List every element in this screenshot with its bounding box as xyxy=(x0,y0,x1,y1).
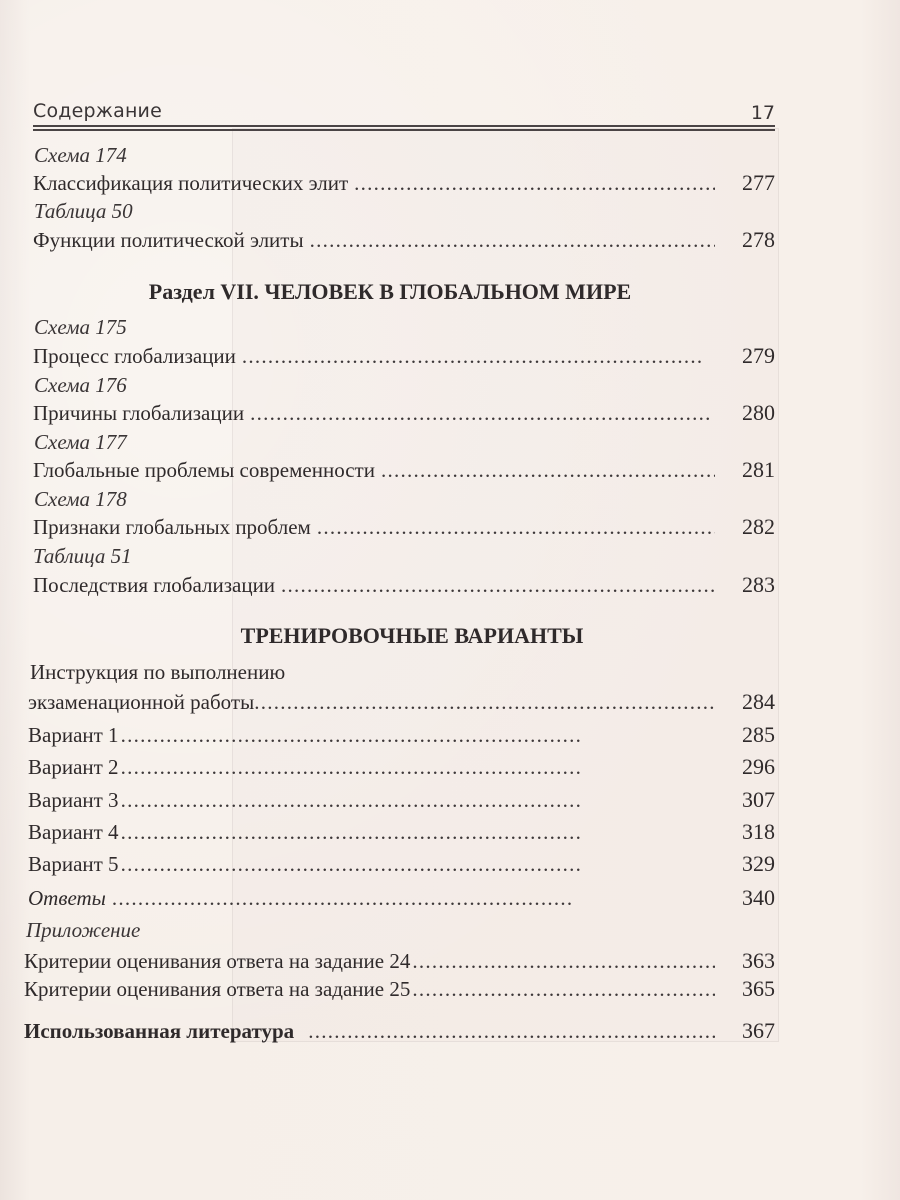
dot-leader xyxy=(121,788,715,813)
toc-entry[interactable] xyxy=(28,754,775,782)
toc-entry[interactable] xyxy=(33,170,775,198)
toc-entry[interactable] xyxy=(24,976,775,1004)
toc-entry[interactable] xyxy=(33,514,775,542)
toc-entry-page: 318 xyxy=(742,819,775,844)
dot-leader xyxy=(412,977,715,1002)
toc-entry-title: Критерии оценивания ответа на задание 25 xyxy=(24,977,411,1001)
toc-label: Схема 176 xyxy=(34,373,127,397)
toc-entry-page: 277 xyxy=(742,170,775,195)
toc-entry[interactable] xyxy=(33,572,775,600)
dot-leader xyxy=(354,171,715,196)
toc-entry[interactable] xyxy=(28,722,775,750)
toc-entry[interactable] xyxy=(33,343,775,371)
toc-entry-title: Ответы xyxy=(28,886,106,910)
section-heading: Раздел VII. ЧЕЛОВЕК В ГЛОБАЛЬНОМ МИРЕ xyxy=(148,279,632,304)
toc-entry-page: 340 xyxy=(742,885,775,910)
toc-entry-page: 307 xyxy=(742,787,775,812)
toc-entry[interactable] xyxy=(28,689,775,717)
toc-entry-title: Вариант 2 xyxy=(28,755,119,779)
toc-entry-page: 365 xyxy=(742,976,775,1001)
dot-leader xyxy=(412,949,715,974)
toc-entry-title: Вариант 3 xyxy=(28,788,119,812)
toc-label: Таблица 50 xyxy=(34,199,133,223)
toc-entry[interactable] xyxy=(24,948,775,976)
toc-entry-title: Вариант 1 xyxy=(28,723,119,747)
toc-entry[interactable] xyxy=(24,1018,775,1046)
toc-entry-page: 280 xyxy=(742,400,775,425)
toc-entry-title: Вариант 5 xyxy=(28,852,119,876)
dot-leader xyxy=(242,344,715,369)
section-heading: ТРЕНИРОВОЧНЫЕ ВАРИАНТЫ xyxy=(240,623,584,648)
toc-label: Схема 175 xyxy=(34,315,127,339)
toc-entry-page: 329 xyxy=(742,851,775,876)
toc-entry-title: Классификация политических элит xyxy=(33,171,349,195)
toc-entry[interactable] xyxy=(28,885,775,913)
toc-entry-title: Использованная литература xyxy=(24,1019,295,1043)
toc-entry-title: Критерии оценивания ответа на задание 24 xyxy=(24,949,411,973)
toc-entry-title: Вариант 4 xyxy=(28,820,119,844)
toc-entry-title: экзаменационной работы xyxy=(28,690,255,714)
toc-label: Схема 177 xyxy=(34,430,127,454)
dot-leader xyxy=(381,458,715,483)
toc-entry-page: 279 xyxy=(742,343,775,368)
toc-entry-page: 282 xyxy=(742,514,775,539)
toc-label: Таблица 51 xyxy=(33,544,132,568)
page-number: 17 xyxy=(750,102,775,124)
toc-entry-page: 283 xyxy=(742,572,775,597)
toc-entry-page: 367 xyxy=(742,1018,775,1043)
dot-leader xyxy=(310,228,715,253)
toc-entry-page: 284 xyxy=(742,689,775,714)
toc-entry-title-line1[interactable]: Инструкция по выполнению xyxy=(30,660,286,684)
toc-label: Схема 174 xyxy=(34,143,127,167)
toc-label: Приложение xyxy=(26,918,141,942)
dot-leader xyxy=(112,886,715,911)
toc-entry-page: 281 xyxy=(742,457,775,482)
toc-entry[interactable] xyxy=(33,400,775,428)
dot-leader xyxy=(121,723,715,748)
toc-entry[interactable] xyxy=(33,457,775,485)
toc-entry-page: 278 xyxy=(742,227,775,252)
running-head-title: Содержание xyxy=(33,100,162,122)
dot-leader xyxy=(254,690,715,715)
toc-entry-page: 296 xyxy=(742,754,775,779)
toc-label: Схема 178 xyxy=(34,487,127,511)
toc-entry-title: Процесс глобализации xyxy=(33,344,236,368)
dot-leader xyxy=(121,755,715,780)
dot-leader xyxy=(308,1019,715,1044)
dot-leader xyxy=(281,573,715,598)
dot-leader xyxy=(317,515,715,540)
toc-entry-page: 363 xyxy=(742,948,775,973)
toc-entry[interactable] xyxy=(28,851,775,879)
toc-entry-title: Признаки глобальных проблем xyxy=(33,515,311,539)
toc-entry-page: 285 xyxy=(742,722,775,747)
toc-entry[interactable] xyxy=(28,819,775,847)
dot-leader xyxy=(250,401,715,426)
toc-entry-title: Причины глобализации xyxy=(33,401,245,425)
toc-entry-title: Функции политической элиты xyxy=(33,228,304,252)
dot-leader xyxy=(121,820,715,845)
toc-entry[interactable] xyxy=(28,787,775,815)
toc-entry-title: Последствия глобализации xyxy=(33,573,276,597)
toc-entry[interactable] xyxy=(33,227,775,255)
dot-leader xyxy=(121,852,715,877)
toc-entry-title: Глобальные проблемы современности xyxy=(33,458,375,482)
